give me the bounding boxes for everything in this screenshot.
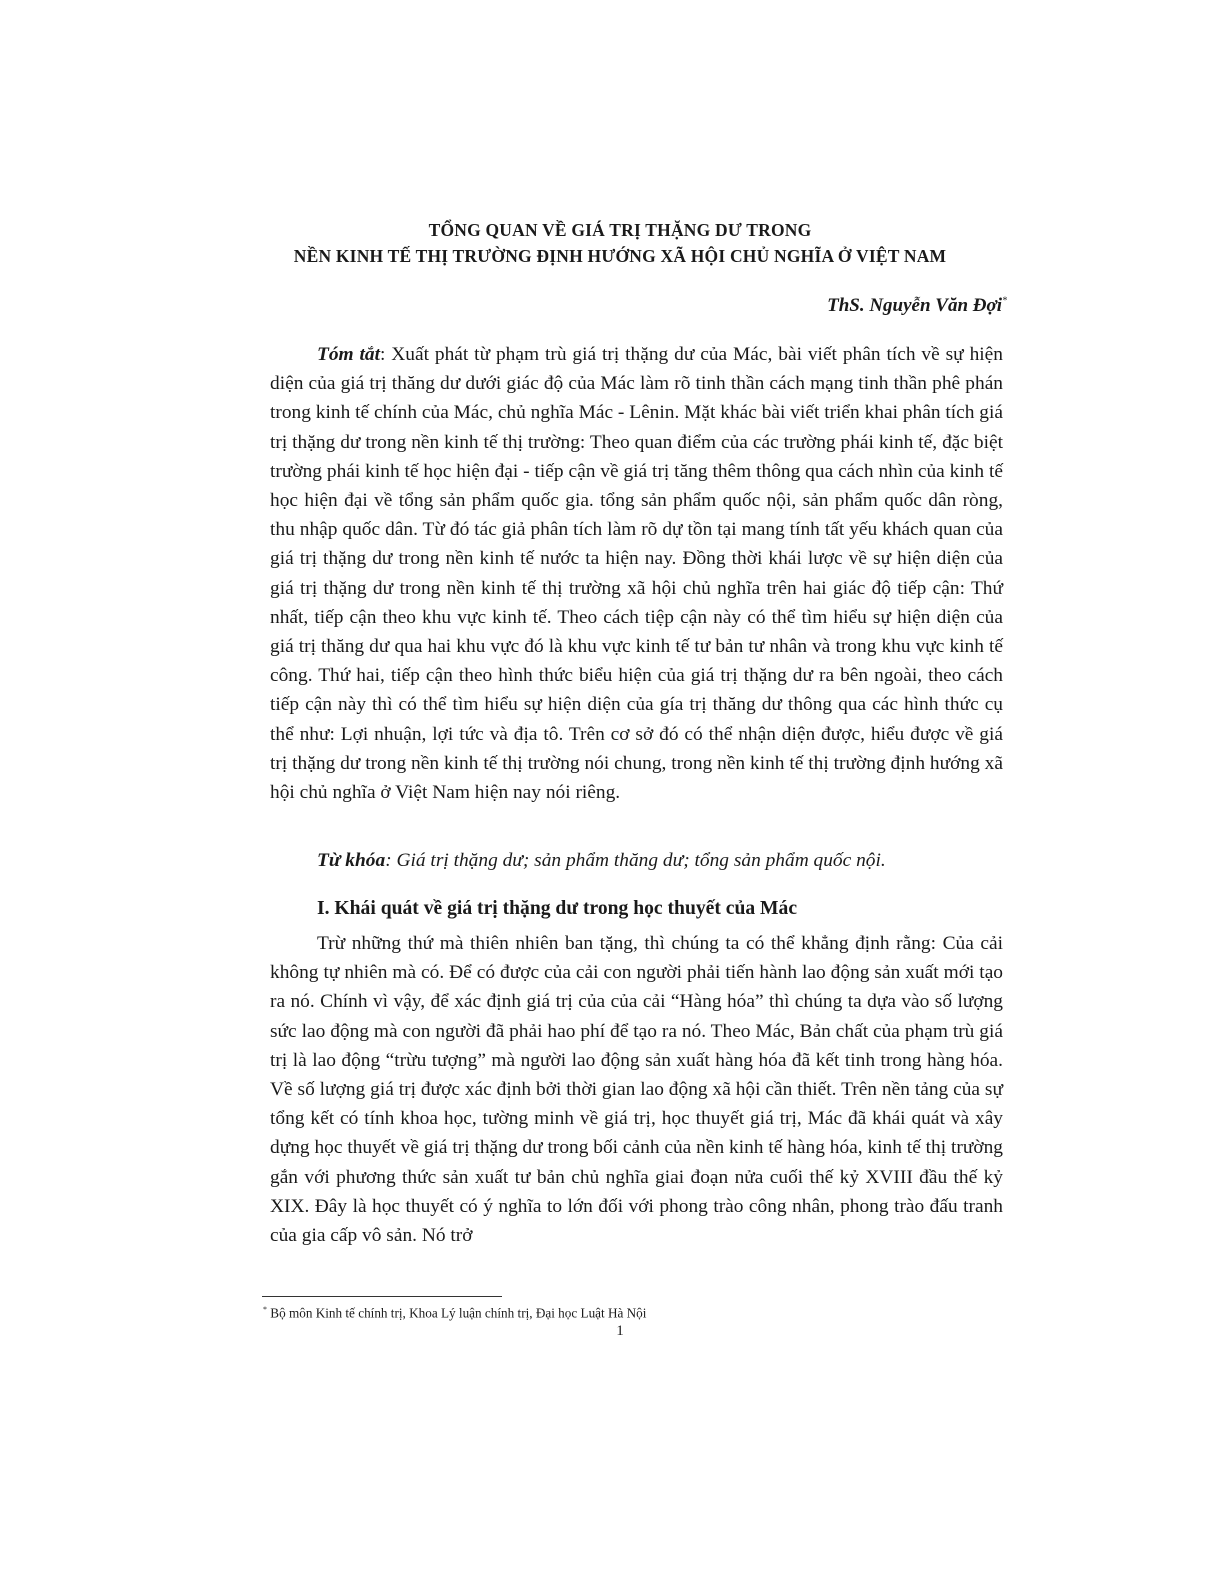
keywords-label: Từ khóa (317, 850, 386, 871)
abstract-label: Tóm tắt (317, 344, 380, 365)
footnote-divider (262, 1296, 502, 1297)
author-name: ThS. Nguyễn Văn Đợi (827, 295, 1002, 316)
author (827, 295, 1007, 317)
title-line-1: TỔNG QUAN VỀ GIÁ TRỊ THẶNG DƯ TRONG (428, 220, 812, 240)
title-line-2: NỀN KINH TẾ THỊ TRƯỜNG ĐỊNH HƯỚNG XÃ HỘI CHỦ NGHĨA Ở VIỆT NAM (293, 246, 947, 266)
abstract-text: : Xuất phát từ phạm trù giá trị thặng dư của Mác, bài viết phân tích về sự hiện diện của giá trị thăng dư dưới giác độ của Mác làm rõ tinh thần cách mạng tinh thần phê phán trong kinh tế chính của Mác, chủ nghĩa Mác - Lênin. Mặt khác bài viết triển khai phân tích giá trị thặng dư trong nền kinh tế thị trường: Theo quan điểm của các trường phái kinh tế, đặc biệt trường phái kinh tế học hiện đại - tiếp cận về giá trị tăng thêm thông qua cách nhìn của kinh tế học hiện đại về tổng sản phẩm quốc gia. tổng sản phẩm quốc nội, sản phẩm quốc dân ròng, thu nhập quốc dân. Từ đó tác giả phân tích làm rõ dự tồn tại mang tính tất yếu khách quan của giá trị thặng dư trong nền kinh tế nước ta hiện nay. Đồng thời khái lược về sự hiện diện của giá trị thặng dư trong nền kinh tế thị trường xã hội chủ nghĩa trên hai giác độ tiếp cận: Thứ nhất, tiếp cận theo khu vực kinh tế. Theo cách tiệp cận này có thể tìm hiểu sự hiện diện của giá trị thăng dư qua hai khu vực đó là khu vực kinh tế tư bản tư nhân và trong khu vực kinh tế công. Thứ hai, tiếp cận theo hình thức biểu hiện của giá trị thặng dư ra bên ngoài, theo cách tiếp cận này thì có thể tìm hiểu sự hiện diện của gía trị thăng dư thông qua các hình thức cụ thể như: Lợi nhuận, lợi tức và địa tô. Trên cơ sở đó có thể nhận diện được, hiểu được về giá trị thặng dư trong nền kinh tế thị trường nói chung, trong nền kinh tế thị trường định hướng xã hội chủ nghĩa ở Việt Nam hiện nay nói riêng. (270, 344, 1003, 804)
footnote (263, 1305, 646, 1321)
section-heading: I. Khái quát về giá trị thặng dư trong học thuyết của Mác (317, 898, 798, 919)
footnote-text: Bộ môn Kinh tế chính trị, Khoa Lý luận chính trị, Đại học Luật Hà Nội (267, 1305, 647, 1321)
keywords (270, 846, 1003, 875)
section-paragraph: Trừ những thứ mà thiên nhiên ban tặng, thì chúng ta có thể khẳng định rằng: Của cải không tự nhiên mà có. Để có được của cải con người phải tiến hành lao động sản xuất mới tạo ra nó. Chính vì vậy, để xác định giá trị của của cải “Hàng hóa” thì chúng ta dựa vào số lượng sức lao động mà con người đã phải hao phí để tạo ra nó. Theo Mác, Bản chất của phạm trù giá trị là lao động “trừu tượng” mà người lao động sản xuất hàng hóa đã kết tinh trong hàng hóa. Về số lượng giá trị được xác định bởi thời gian lao động xã hội cần thiết. Trên nền tảng của sự tổng kết có tính khoa học, tường minh về giá trị, học thuyết giá trị, Mác đã khái quát và xây dựng học thuyết về giá trị thặng dư trong bối cảnh của nền kinh tế hàng hóa, kinh tế thị trường gắn với phương thức sản xuất tư bản chủ nghĩa giai đoạn nửa cuối thế kỷ XVIII đầu thế kỷ XIX. Đây là học thuyết có ý nghĩa to lớn đối với phong trào công nhân, phong trào đấu tranh của gia cấp vô sản. Nó trở (270, 933, 1003, 1247)
footnote-mark: * (263, 1305, 267, 1314)
author-footnote-mark: * (1002, 295, 1007, 307)
keywords-text: : Giá trị thặng dư; sản phẩm thăng dư; tổng sản phẩm quốc nội. (385, 850, 886, 871)
page-number: 1 (616, 1323, 624, 1339)
abstract (270, 340, 1003, 807)
